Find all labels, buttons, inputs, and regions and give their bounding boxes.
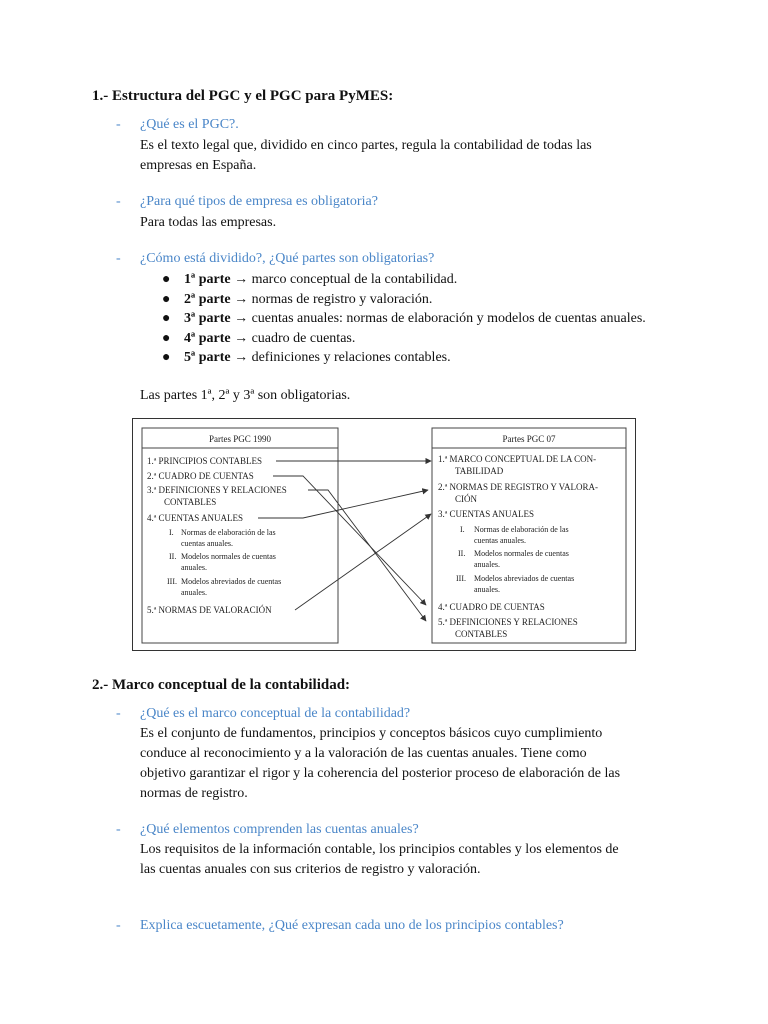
left-sub-3: Modelos abreviados de cuentas — [181, 577, 282, 586]
left-item-2: 2.ª CUADRO DE CUENTAS — [147, 471, 254, 481]
right-sub-3: Modelos abreviados de cuentas — [474, 574, 575, 583]
right-item-5: 5.ª DEFINICIONES Y RELACIONES — [438, 617, 578, 627]
left-item-5: 5.ª NORMAS DE VALORACIÓN — [147, 605, 272, 615]
right-sub-1-num: I. — [460, 525, 465, 534]
left-sub-2-cont: anuales. — [181, 563, 207, 572]
parts-bullet-list — [162, 270, 674, 368]
left-sub-1-cont: cuentas anuales. — [181, 539, 233, 548]
left-sub-1-num: I. — [169, 528, 174, 537]
section-2-heading: 2.- Marco conceptual de la contabilidad: — [92, 677, 351, 693]
left-sub-3-num: III. — [167, 577, 177, 586]
answer-partes-obligatorias: Las partes 1ª, 2ª y 3ª son obligatorias. — [140, 388, 351, 403]
left-sub-1: Normas de elaboración de las — [181, 528, 276, 537]
right-sub-2-num: II. — [458, 549, 466, 558]
right-item-5-cont: CONTABLES — [455, 629, 508, 639]
left-sub-2-num: II. — [169, 552, 177, 561]
left-item-3-cont: CONTABLES — [164, 497, 217, 507]
left-item-3: 3.ª DEFINICIONES Y RELACIONES — [147, 485, 287, 495]
answer-elementos-cuentas: Los requisitos de la información contable, los principios contables y los elementos de las cuentas anuales con sus criterios de registro y valoración. — [140, 842, 619, 877]
right-box-title: Partes PGC 07 — [502, 434, 556, 444]
answer-que-es-pgc: Es el texto legal que, dividido en cinco partes, regula la contabilidad de todas las empresas en España. — [140, 138, 592, 173]
left-sub-3-cont: anuales. — [181, 588, 207, 597]
right-sub-2: Modelos normales de cuentas — [474, 549, 569, 558]
right-sub-2-cont: anuales. — [474, 560, 500, 569]
right-sub-3-num: III. — [456, 574, 466, 583]
right-item-2: 2.ª NORMAS DE REGISTRO Y VALORA- — [438, 482, 598, 492]
list-item: ● 4ª parte → cuadro de cuentas. — [162, 330, 356, 346]
question-elementos-cuentas: - ¿Qué elementos comprenden las cuentas anuales? — [116, 822, 419, 837]
list-item: ● 5ª parte → definiciones y relaciones contables. — [162, 350, 451, 365]
question-tipos-empresa: - ¿Para qué tipos de empresa es obligatoria? — [116, 194, 378, 209]
right-sub-3-cont: anuales. — [474, 585, 500, 594]
list-item: ● 2ª parte → normas de registro y valoración. — [162, 291, 433, 307]
list-item: ● 1ª parte → marco conceptual de la contabilidad. — [162, 272, 458, 287]
right-sub-1-cont: cuentas anuales. — [474, 536, 526, 545]
right-item-3: 3.ª CUENTAS ANUALES — [438, 509, 535, 519]
pgc-comparison-figure — [132, 418, 636, 651]
question-marco-conceptual: - ¿Qué es el marco conceptual de la contabilidad? — [116, 706, 411, 721]
right-item-4: 4.ª CUADRO DE CUENTAS — [438, 602, 545, 612]
question-como-dividido: - ¿Cómo está dividido?, ¿Qué partes son obligatorias? — [116, 251, 435, 266]
arrow-definiciones-to-definiciones — [308, 490, 426, 621]
right-sub-1: Normas de elaboración de las — [474, 525, 569, 534]
section-1-heading: 1.- Estructura del PGC y el PGC para PyMES: — [92, 88, 394, 104]
question-principios-contables: - Explica escuetamente, ¿Qué expresan cada uno de los principios contables? — [116, 918, 564, 933]
pgc-diagram — [133, 419, 634, 649]
right-item-1: 1.ª MARCO CONCEPTUAL DE LA CON- — [438, 454, 597, 464]
left-item-4: 4.ª CUENTAS ANUALES — [147, 513, 244, 523]
answer-marco-conceptual: Es el conjunto de fundamentos, principios y conceptos básicos cuyo cumplimiento conduce al reconocimiento y a la valoración de las cuentas anuales. Tiene como objetivo garantizar el rigor y la coherencia del posterior proceso de elaboración de las normas de registro. — [140, 726, 621, 801]
answer-tipos-empresa: Para todas las empresas. — [140, 215, 277, 230]
list-item: ● 3ª parte → cuentas anuales: normas de elaboración y modelos de cuentas anuales. — [162, 311, 646, 326]
arrow-normas-to-cuentas — [295, 514, 431, 610]
left-sub-2: Modelos normales de cuentas — [181, 552, 276, 561]
right-item-2-cont: CIÓN — [455, 494, 477, 504]
left-item-1: 1.ª PRINCIPIOS CONTABLES — [147, 456, 263, 466]
left-box-title: Partes PGC 1990 — [208, 434, 272, 444]
right-item-1-cont: TABILIDAD — [455, 466, 504, 476]
question-que-es-pgc: - ¿Qué es el PGC?. — [116, 117, 239, 132]
